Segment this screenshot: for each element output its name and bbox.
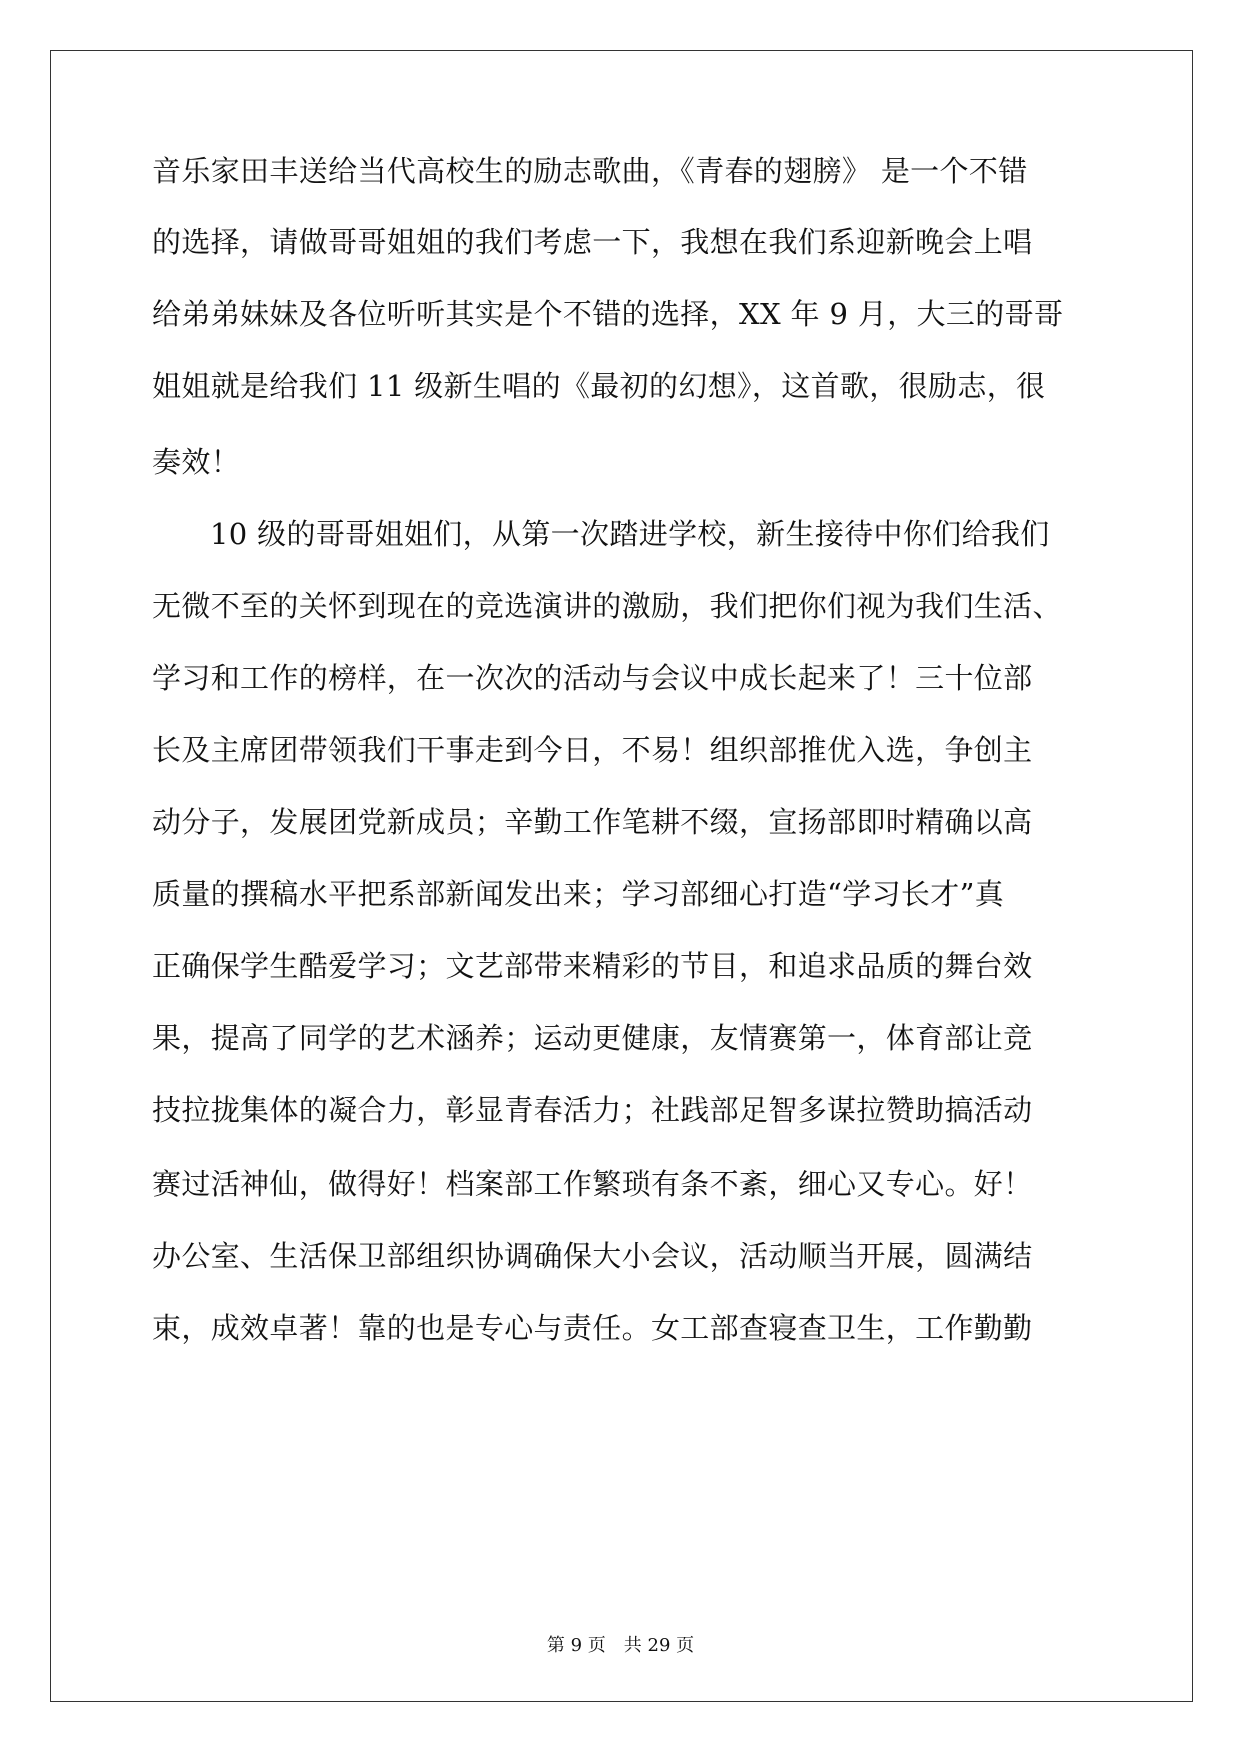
paragraph-line: 无微不至的关怀到现在的竞选演讲的激励，我们把你们视为我们生活、 xyxy=(152,589,1062,623)
paragraph-line: 姐姐就是给我们 11 级新生唱的《最初的幻想》，这首歌，很励志，很 xyxy=(152,369,1046,403)
page-total: 共 29 页 xyxy=(623,1635,695,1656)
paragraph-line: 赛过活神仙，做得好！档案部工作繁琐有条不紊，细心又专心。好！ xyxy=(152,1167,1033,1201)
paragraph-line: 正确保学生酷爱学习；文艺部带来精彩的节目，和追求品质的舞台效 xyxy=(152,949,1033,983)
paragraph-line: 音乐家田丰送给当代高校生的励志歌曲，《青春的翅膀》 是一个不错 xyxy=(152,154,1028,188)
paragraph-line: 长及主席团带领我们干事走到今日，不易！组织部推优入选，争创主 xyxy=(152,733,1033,767)
paragraph-line: 办公室、生活保卫部组织协调确保大小会议，活动顺当开展，圆满结 xyxy=(152,1239,1033,1273)
paragraph-line: 学习和工作的榜样，在一次次的活动与会议中成长起来了！三十位部 xyxy=(152,661,1033,695)
paragraph-line: 动分子，发展团党新成员；辛勤工作笔耕不缀，宣扬部即时精确以高 xyxy=(152,805,1033,839)
paragraph-line: 给弟弟妹妹及各位听听其实是个不错的选择，XX 年 9 月，大三的哥哥 xyxy=(152,297,1064,331)
paragraph-line: 果，提高了同学的艺术涵养；运动更健康，友情赛第一，体育部让竞 xyxy=(152,1021,1033,1055)
paragraph-line: 奏效！ xyxy=(152,445,241,479)
page-footer xyxy=(0,1634,1241,1658)
paragraph-line: 束，成效卓著！靠的也是专心与责任。女工部查寝查卫生，工作勤勤 xyxy=(152,1311,1033,1345)
paragraph-line: 的选择，请做哥哥姐姐的我们考虑一下，我想在我们系迎新晚会上唱 xyxy=(152,225,1033,259)
paragraph-line: 质量的撰稿水平把系部新闻发出来；学习部细心打造“学习长才”真 xyxy=(152,877,1005,911)
page-number: 第 9 页 xyxy=(546,1635,606,1656)
paragraph-line: 技拉拢集体的凝合力，彰显青春活力；社践部足智多谋拉赞助搞活动 xyxy=(152,1093,1033,1127)
paragraph-line: 10 级的哥哥姐姐们，从第一次踏进学校，新生接待中你们给我们 xyxy=(210,517,1050,551)
